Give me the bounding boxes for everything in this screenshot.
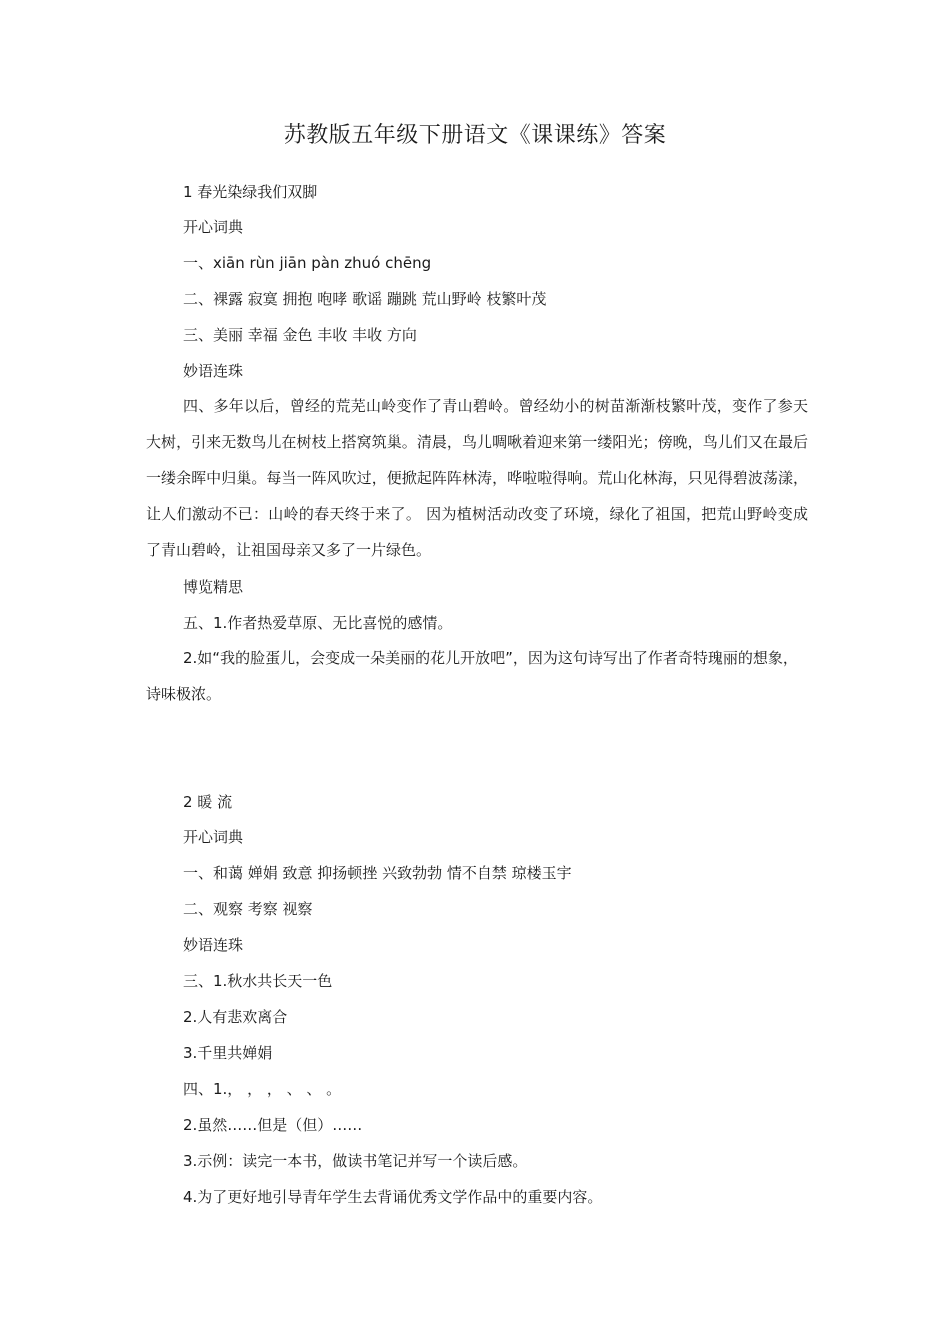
lesson2-section-miaoyu: 妙语连珠 bbox=[183, 936, 244, 954]
page-title: 苏教版五年级下册语文《课课练》答案 bbox=[283, 123, 667, 148]
lesson2-answer-3-2: 2.人有悲欢离合 bbox=[183, 1008, 288, 1026]
lesson1-heading: 1 春光染绿我们双脚 bbox=[183, 183, 318, 201]
lesson2-answer-1: 一、和蔼 婵娟 致意 抑扬顿挫 兴致勃勃 情不自禁 琼楼玉宇 bbox=[183, 864, 572, 882]
lesson1-answer-5-1: 五、1.作者热爱草原、无比喜悦的感情。 bbox=[183, 614, 453, 632]
lesson2-answer-4-3: 3.示例：读完一本书，做读书笔记并写一个读后感。 bbox=[183, 1152, 528, 1170]
lesson1-answer-3: 三、美丽 幸福 金色 丰收 丰收 方向 bbox=[183, 326, 417, 344]
lesson2-answer-4-1: 四、1.， ， ， 、 、 。 bbox=[183, 1080, 342, 1098]
lesson1-answer-5-2: 2.如“我的脸蛋儿，会变成一朵美丽的花儿开放吧”，因为这句诗写出了作者奇特瑰丽的想象，诗味极浓。 bbox=[146, 649, 798, 703]
lesson2-answer-3-3: 3.千里共婵娟 bbox=[183, 1044, 273, 1062]
lesson1-answer-4: 四、多年以后，曾经的荒芜山岭变作了青山碧岭。曾经幼小的树苗渐渐枝繁叶茂，变作了参天大树，引来无数鸟儿在树枝上搭窝筑巢。清晨，鸟儿啁啾着迎来第一缕阳光；傍晚，鸟儿们又在最后一缕余晖中归巢。每当一阵风吹过，便掀起阵阵林涛，哗啦啦得响。荒山化林海，只见得碧波荡漾，让人们激动不已：山岭的春天终于来了。 因为植树活动改变了环境，绿化了祖国，把荒山野岭变成了青山碧岭，让祖国母亲又多了一片绿色。 bbox=[146, 397, 808, 559]
lesson2-answer-3-1: 三、1.秋水共长天一色 bbox=[183, 972, 333, 990]
lesson2-section-kaixin: 开心词典 bbox=[183, 828, 244, 846]
lesson1-section-miaoyu: 妙语连珠 bbox=[183, 362, 244, 380]
lesson1-answer-1: 一、xiān rùn jiān pàn zhuó chēng bbox=[183, 254, 432, 272]
lesson2-answer-2: 二、观察 考察 视察 bbox=[183, 900, 313, 918]
lesson1-section-kaixin: 开心词典 bbox=[183, 218, 244, 236]
lesson1-section-bolan: 博览精思 bbox=[183, 578, 244, 596]
lesson2-heading: 2 暖 流 bbox=[183, 793, 233, 811]
lesson1-answer-2: 二、裸露 寂寞 拥抱 咆哮 歌谣 蹦跳 荒山野岭 枝繁叶茂 bbox=[183, 290, 547, 308]
lesson2-answer-4-4: 4.为了更好地引导青年学生去背诵优秀文学作品中的重要内容。 bbox=[183, 1188, 603, 1206]
lesson2-answer-4-2: 2.虽然……但是（但）…… bbox=[183, 1116, 363, 1134]
